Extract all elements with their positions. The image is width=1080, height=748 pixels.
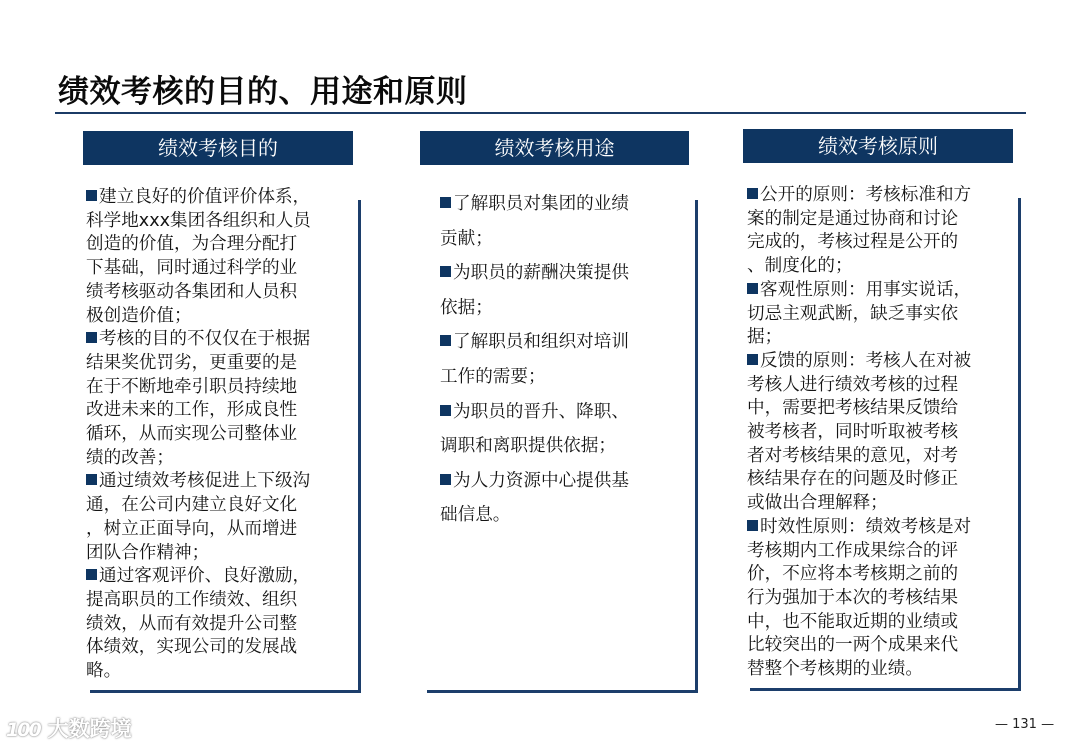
column-purpose-header: 绩效考核目的	[83, 131, 353, 165]
bullet-text: 下基础，同时通过科学的业	[86, 258, 298, 279]
square-bullet-icon	[747, 283, 758, 294]
bullet-text: 结果奖优罚劣，更重要的是	[86, 352, 298, 373]
bullet-line	[440, 429, 680, 464]
bullet-line	[747, 587, 1009, 611]
bullet-text: 完成的，考核过程是公开的	[747, 232, 959, 253]
bullet-line	[747, 563, 1009, 587]
bullet-line	[86, 281, 346, 305]
bullet-line	[86, 376, 346, 400]
square-bullet-icon	[747, 520, 758, 531]
bullet-line	[86, 210, 346, 234]
bullet-line	[747, 184, 1009, 208]
square-bullet-icon	[86, 190, 97, 201]
bullet-item	[440, 395, 680, 464]
bullet-text: 依据；	[440, 297, 493, 318]
bullet-text: 中，需要把考核结果反馈给	[747, 398, 959, 419]
column-principles-header: 绩效考核原则	[743, 129, 1013, 163]
bullet-line	[86, 660, 346, 684]
bullet-line	[86, 233, 346, 257]
bullet-text: 被考核者，同时听取被考核	[747, 422, 959, 443]
square-bullet-icon	[747, 354, 758, 365]
bullet-line	[86, 613, 346, 637]
bullet-text: 反馈的原则：考核人在对被	[760, 350, 972, 371]
bullet-text: 循环，从而实现公司整体业	[86, 424, 298, 445]
bullet-text: 考核人进行绩效考核的过程	[747, 374, 959, 395]
bullet-item	[747, 350, 1009, 516]
bullet-text: 据；	[747, 327, 783, 348]
bullet-line	[747, 255, 1009, 279]
bullet-line	[747, 208, 1009, 232]
bullet-text: 提高职员的工作绩效、组织	[86, 589, 298, 610]
column-purpose-text	[86, 186, 346, 684]
bullet-item	[86, 470, 346, 565]
slide-title: 绩效考核的目的、用途和原则	[58, 74, 468, 110]
square-bullet-icon	[747, 188, 758, 199]
bullet-line	[86, 352, 346, 376]
bullet-text: 通过绩效考核促进上下级沟	[99, 471, 311, 492]
bullet-text: 中，也不能取近期的业绩或	[747, 611, 959, 632]
bullet-item	[440, 464, 680, 533]
bullet-line	[747, 634, 1009, 658]
bullet-text: 考核的目的不仅仅在于根据	[99, 329, 311, 350]
bullet-line	[86, 305, 346, 329]
bullet-item	[440, 187, 680, 256]
bullet-item	[440, 325, 680, 394]
column-purpose-box-bottom	[90, 690, 361, 693]
column-uses-box-bottom	[427, 690, 698, 693]
bullet-text: 核结果存在的问题及时修正	[747, 469, 959, 490]
bullet-text: 改进未来的工作，形成良性	[86, 400, 298, 421]
bullet-text: ，树立正面导向，从而增进	[86, 518, 298, 539]
bullet-line	[86, 328, 346, 352]
bullet-text: 或做出合理解释；	[747, 493, 888, 514]
bullet-text: 极创造价值；	[86, 305, 192, 326]
bullet-line	[747, 492, 1009, 516]
bullet-line	[440, 360, 680, 395]
square-bullet-icon	[86, 332, 97, 343]
bullet-text: 行为强加于本次的考核结果	[747, 587, 959, 608]
bullet-text: 绩的改善；	[86, 447, 174, 468]
bullet-line	[747, 658, 1009, 682]
bullet-line	[86, 399, 346, 423]
bullet-text: 工作的需要；	[440, 366, 546, 387]
bullet-item	[86, 565, 346, 684]
bullet-text: 切忌主观武断，缺乏事实依	[747, 303, 959, 324]
bullet-line	[440, 395, 680, 430]
bullet-text: 案的制定是通过协商和讨论	[747, 208, 959, 229]
square-bullet-icon	[86, 474, 97, 485]
watermark	[6, 713, 132, 743]
bullet-text: 科学地xxx集团各组织和人员	[86, 210, 311, 231]
column-uses-text	[440, 187, 680, 533]
bullet-line	[86, 494, 346, 518]
bullet-line	[747, 350, 1009, 374]
square-bullet-icon	[440, 335, 451, 346]
bullet-text: 了解职员对集团的业绩	[453, 194, 629, 214]
bullet-line	[86, 636, 346, 660]
bullet-text: 者对考核结果的意见，对考	[747, 445, 959, 466]
bullet-line	[747, 397, 1009, 421]
bullet-line	[86, 542, 346, 566]
column-uses-header: 绩效考核用途	[420, 131, 689, 165]
bullet-item	[86, 328, 346, 470]
bullet-item	[440, 256, 680, 325]
bullet-line	[86, 470, 346, 494]
bullet-line	[86, 447, 346, 471]
title-divider	[55, 112, 1026, 114]
bullet-line	[440, 291, 680, 326]
bullet-item	[86, 186, 346, 328]
square-bullet-icon	[440, 266, 451, 277]
bullet-line	[440, 222, 680, 257]
bullet-line	[747, 540, 1009, 564]
bullet-text: 贡献；	[440, 228, 493, 249]
bullet-text: 体绩效，实现公司的发展战	[86, 637, 298, 658]
bullet-text: 建立良好的价值评价体系，	[99, 187, 311, 207]
square-bullet-icon	[440, 474, 451, 485]
bullet-line	[747, 326, 1009, 350]
column-principles-box-bottom	[750, 688, 1021, 691]
page-number: — 131 —	[995, 717, 1055, 732]
bullet-text: 通过客观评价、良好激励，	[99, 566, 311, 587]
bullet-line	[86, 257, 346, 281]
square-bullet-icon	[86, 569, 97, 580]
bullet-line	[747, 279, 1009, 303]
bullet-text: 创造的价值，为合理分配打	[86, 234, 298, 255]
bullet-text: 公开的原则：考核标准和方	[760, 185, 972, 205]
bullet-text: 略。	[86, 661, 122, 682]
bullet-text: 比较突出的一两个成果来代	[747, 635, 959, 656]
bullet-line	[747, 516, 1009, 540]
watermark-logo: 100	[6, 719, 40, 741]
bullet-text: 通，在公司内建立良好文化	[86, 495, 298, 516]
bullet-line	[440, 325, 680, 360]
bullet-line	[86, 423, 346, 447]
bullet-item	[747, 184, 1009, 279]
bullet-text: 考核期内工作成果综合的评	[747, 540, 959, 561]
bullet-line	[440, 187, 680, 222]
bullet-line	[440, 464, 680, 499]
bullet-line	[86, 186, 346, 210]
bullet-text: 在于不断地牵引职员持续地	[86, 376, 298, 397]
bullet-line	[86, 518, 346, 542]
bullet-line	[440, 498, 680, 533]
bullet-text: 绩效，从而有效提升公司整	[86, 613, 298, 634]
square-bullet-icon	[440, 405, 451, 416]
bullet-line	[86, 589, 346, 613]
square-bullet-icon	[440, 197, 451, 208]
bullet-line	[747, 231, 1009, 255]
bullet-item	[747, 279, 1009, 350]
bullet-text: 价，不应将本考核期之前的	[747, 564, 959, 585]
bullet-line	[747, 611, 1009, 635]
bullet-text: 了解职员和组织对培训	[453, 332, 629, 353]
bullet-item	[747, 516, 1009, 682]
bullet-text: 替整个考核期的业绩。	[747, 659, 923, 680]
bullet-text: 础信息。	[440, 505, 511, 526]
bullet-line	[747, 421, 1009, 445]
bullet-text: 调职和离职提供依据；	[440, 436, 616, 457]
bullet-text: 团队合作精神；	[86, 542, 210, 563]
bullet-text: 为人力资源中心提供基	[453, 470, 629, 491]
bullet-line	[747, 468, 1009, 492]
bullet-line	[747, 445, 1009, 469]
bullet-line	[747, 303, 1009, 327]
column-principles-text	[747, 184, 1009, 682]
bullet-text: 、制度化的；	[747, 256, 853, 277]
bullet-text: 时效性原则：绩效考核是对	[760, 516, 972, 537]
watermark-text: 大数跨境	[47, 717, 132, 741]
bullet-line	[440, 256, 680, 291]
bullet-text: 绩考核驱动各集团和人员积	[86, 281, 298, 302]
bullet-line	[747, 374, 1009, 398]
bullet-text: 客观性原则：用事实说话，	[760, 279, 972, 300]
bullet-line	[86, 565, 346, 589]
bullet-text: 为职员的晋升、降职、	[453, 401, 629, 422]
bullet-text: 为职员的薪酬决策提供	[453, 263, 629, 284]
